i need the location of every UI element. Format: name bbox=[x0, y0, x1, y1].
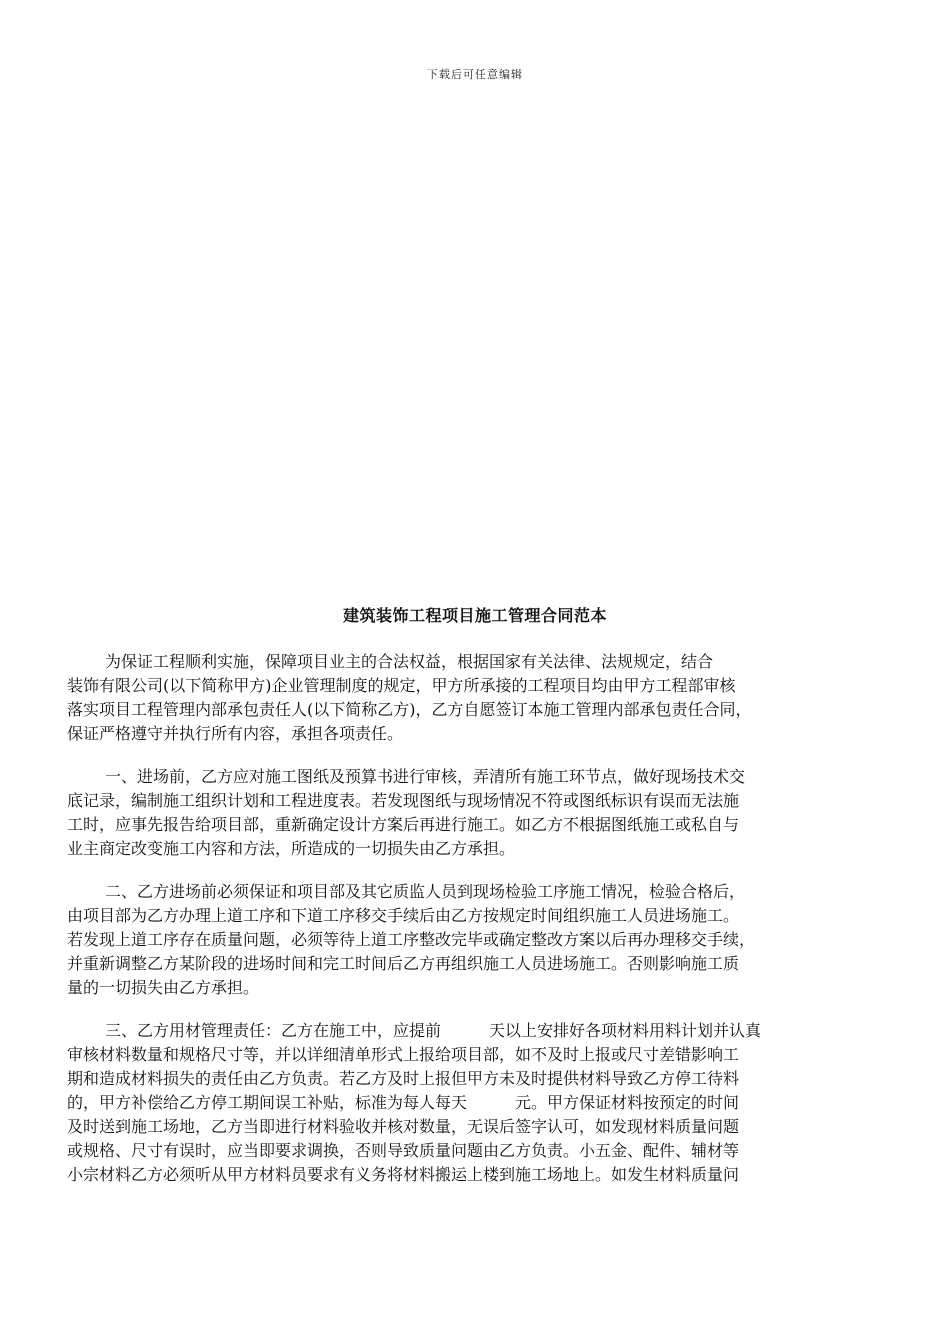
document-title: 建筑装饰工程项目施工管理合同范本 bbox=[342, 606, 607, 625]
paragraph-line: 三、乙方用材管理责任：乙方在施工中，应提前 天以上安排好各项材料用料计划并认真 bbox=[105, 1021, 762, 1040]
paragraph-line: 若发现上道工序存在质量问题，必须等待上道工序整改完毕或确定整改方案以后再办理移交手续， bbox=[67, 930, 756, 949]
document-body bbox=[67, 650, 883, 1206]
paragraph-line: 期和造成材料损失的责任由乙方负责。若乙方及时上报但甲方未及时提供材料导致乙方停工待料 bbox=[67, 1069, 740, 1088]
paragraph-line: 工时，应事先报告给项目部，重新确定设计方案后再进行施工。如乙方不根据图纸施工或私自与 bbox=[67, 815, 740, 834]
paragraph-line: 并重新调整乙方某阶段的进场时间和完工时间后乙方再组织施工人员进场施工。否则影响施工质 bbox=[67, 954, 740, 973]
paragraph-line: 的，甲方补偿给乙方停工期间误工补贴，标准为每人每天 元。甲方保证材料按预定的时间 bbox=[67, 1093, 740, 1112]
paragraph-line: 量的一切损失由乙方承担。 bbox=[67, 978, 260, 997]
paragraph-line: 落实项目工程管理内部承包责任人(以下简称乙方)，乙方自愿签订本施工管理内部承包责任合同， bbox=[67, 700, 752, 719]
paragraph-line: 小宗材料乙方必须听从甲方材料员要求有义务将材料搬运上楼到施工场地上。如发生材料质量问 bbox=[67, 1165, 740, 1184]
paragraph-clause-3 bbox=[67, 1019, 883, 1187]
paragraph-clause-1 bbox=[67, 765, 883, 861]
paragraph-line: 或规格、尺寸有误时，应当即要求调换，否则导致质量问题由乙方负责。小五金、配件、辅材等 bbox=[67, 1141, 740, 1160]
paragraph-line: 及时送到施工场地，乙方当即进行材料验收并核对数量，无误后签字认可，如发现材料质量问题 bbox=[67, 1117, 740, 1136]
paragraph-line: 审核材料数量和规格尺寸等，并以详细清单形式上报给项目部，如不及时上报或尺寸差错影响工 bbox=[67, 1045, 740, 1064]
paragraph-line: 二、乙方进场前必须保证和项目部及其它质监人员到现场检验工序施工情况，检验合格后， bbox=[105, 882, 746, 901]
paragraph-preamble bbox=[67, 650, 883, 746]
paragraph-line: 由项目部为乙方办理上道工序和下道工序移交手续后由乙方按规定时间组织施工人员进场施工。 bbox=[67, 906, 740, 925]
paragraph-clause-2 bbox=[67, 880, 883, 1000]
paragraph-line: 保证严格遵守并执行所有内容，承担各项责任。 bbox=[67, 724, 404, 743]
paragraph-line: 底记录，编制施工组织计划和工程进度表。若发现图纸与现场情况不符或图纸标识有误而无法施 bbox=[67, 791, 740, 810]
header-note: 下载后可任意编辑 bbox=[427, 68, 523, 81]
paragraph-line: 业主商定改变施工内容和方法，所造成的一切损失由乙方承担。 bbox=[67, 839, 516, 858]
paragraph-line: 一、进场前，乙方应对施工图纸及预算书进行审核，弄清所有施工环节点，做好现场技术交 bbox=[105, 767, 746, 786]
paragraph-line: 装饰有限公司(以下简称甲方)企业管理制度的规定，甲方所承接的工程项目均由甲方工程部审核 bbox=[67, 676, 736, 695]
paragraph-line: 为保证工程顺利实施，保障项目业主的合法权益，根据国家有关法律、法规规定，结合 bbox=[105, 652, 714, 671]
